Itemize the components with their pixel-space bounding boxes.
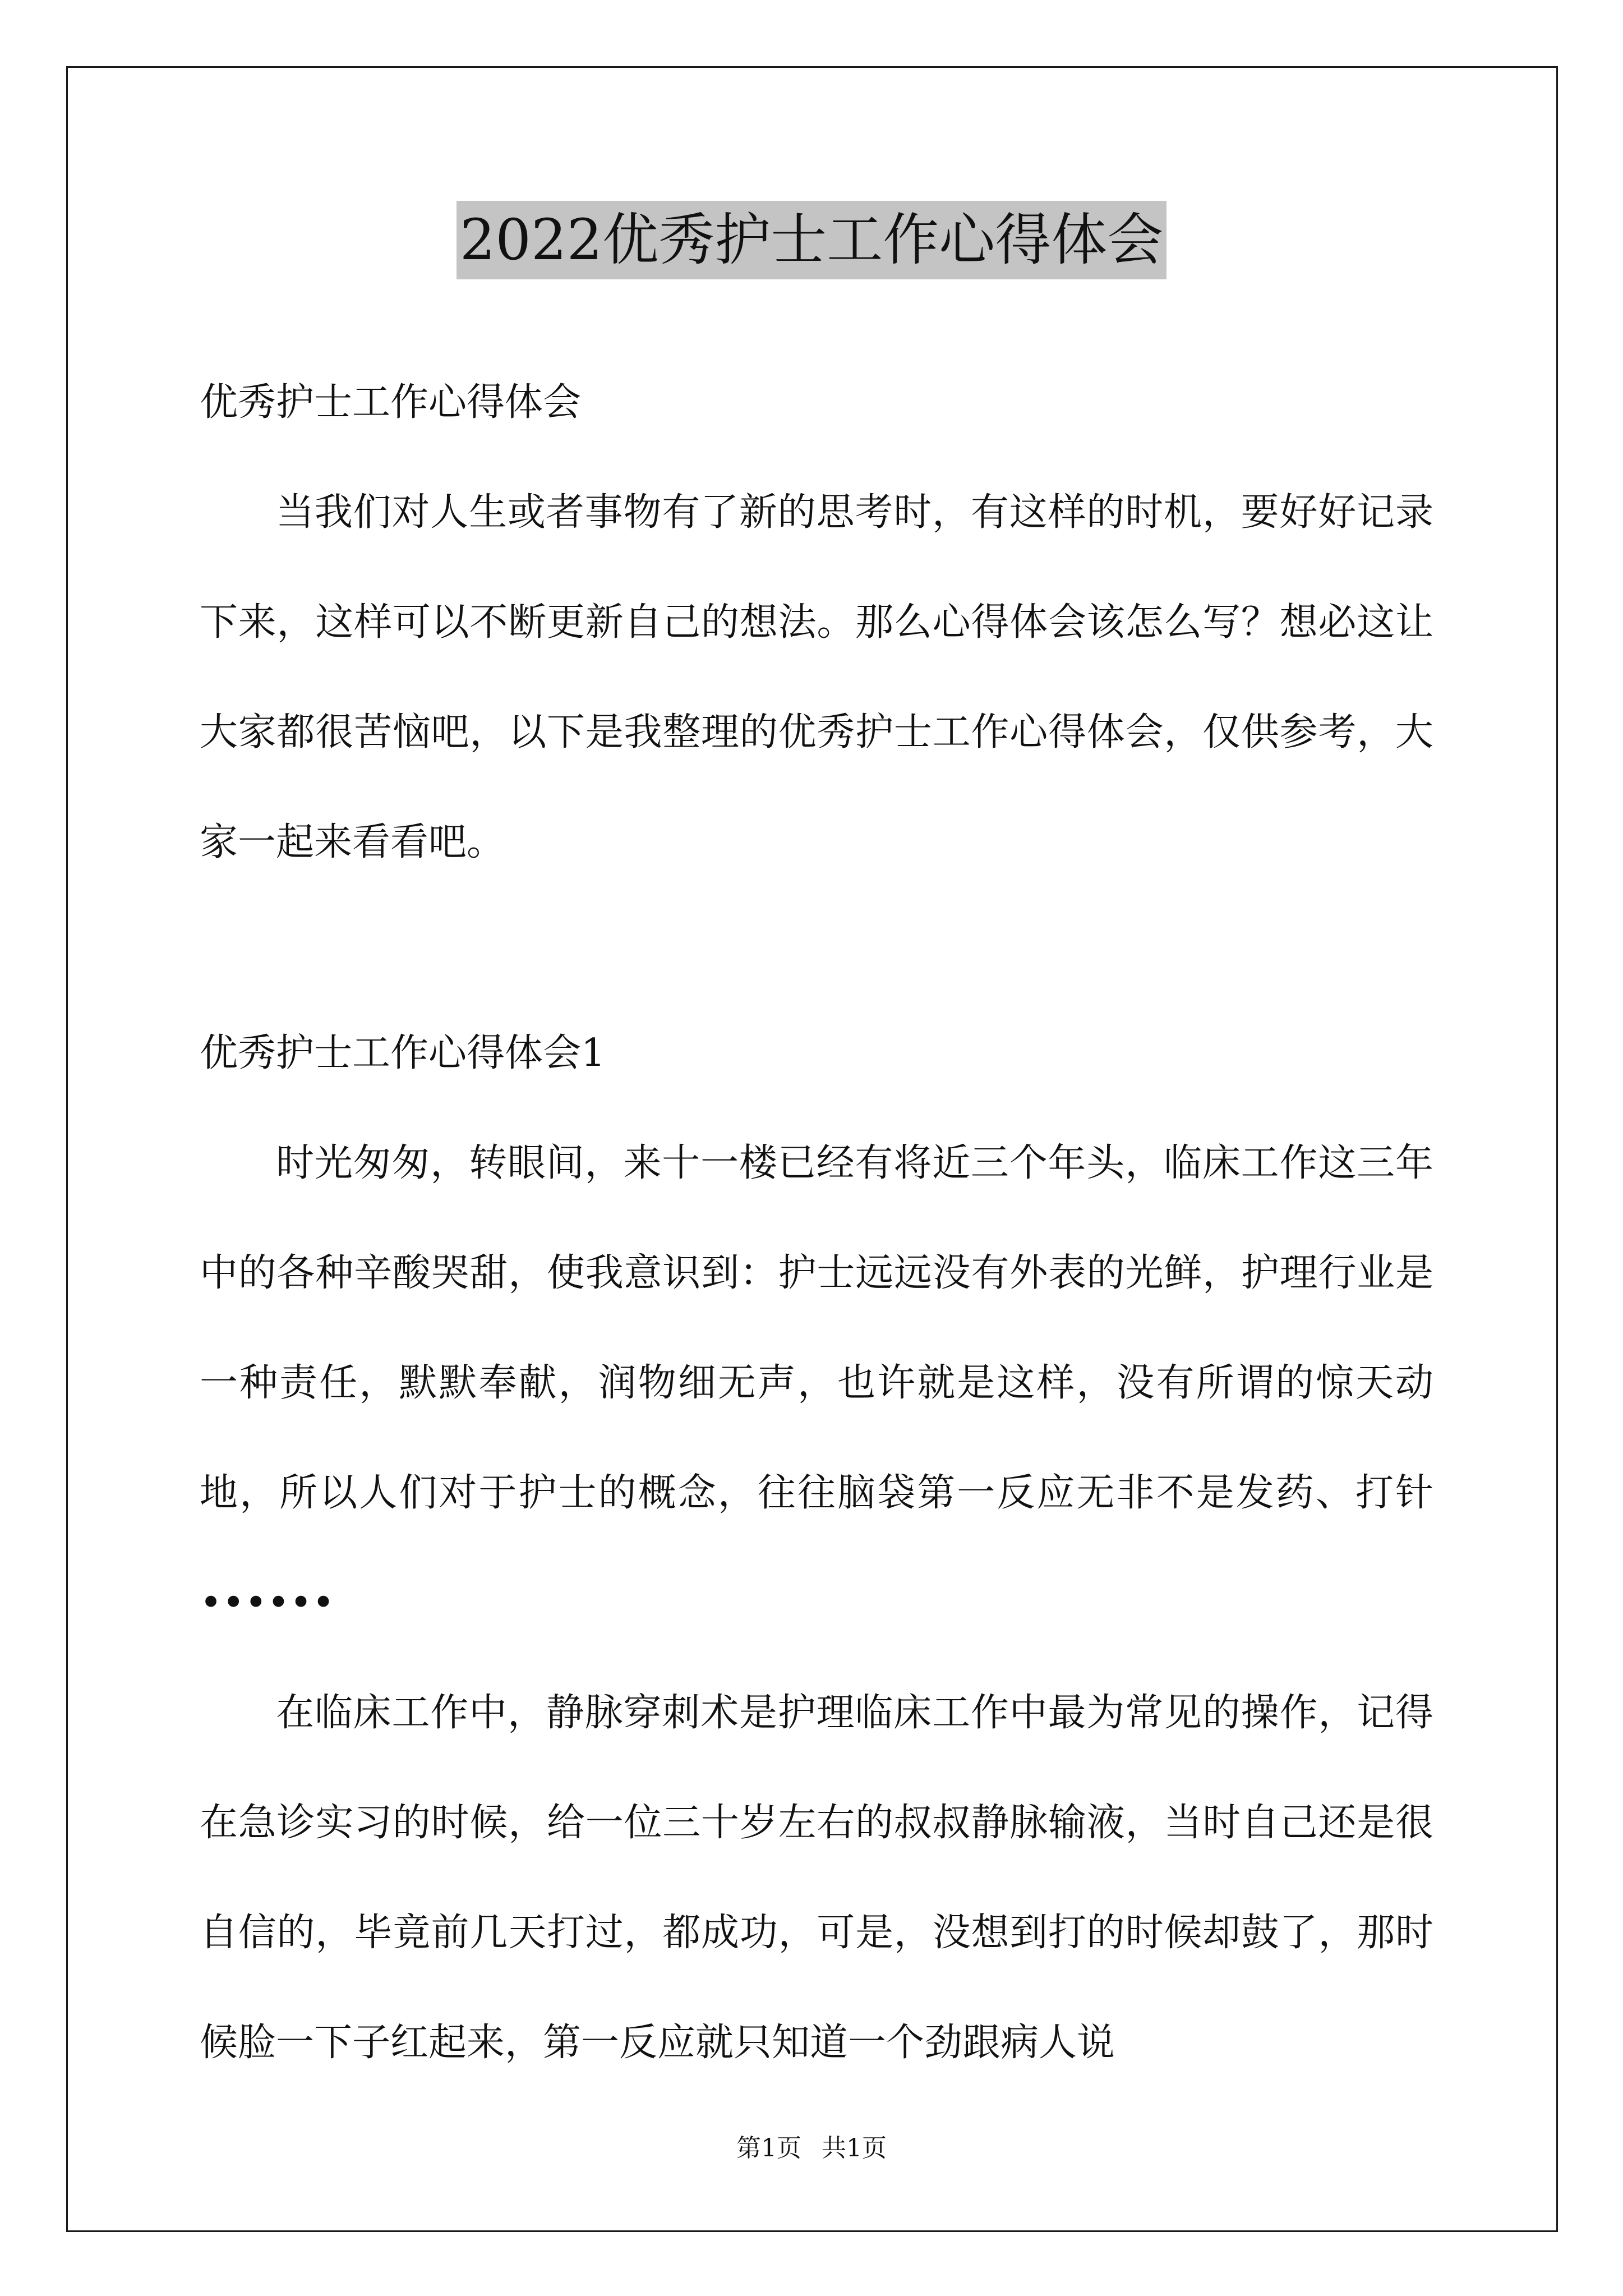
document-body	[200, 348, 1433, 2098]
section-heading: 优秀护士工作心得体会1	[200, 1031, 606, 1075]
page-number: 第1页	[736, 2134, 801, 2162]
document-title: 2022优秀护士工作心得体会	[457, 201, 1167, 279]
intro-paragraph: 当我们对人生或者事物有了新的思考时，有这样的时机，要好好记录下来，这样可以不断更新自己的想法。那么心得体会该怎么写？想必这让大家都很苦恼吧，以下是我整理的优秀护士工作心得体会，仅供参考，大家一起来看看吧。	[200, 490, 1433, 864]
document-subtitle: 优秀护士工作心得体会	[200, 380, 582, 425]
page-footer	[0, 2132, 1623, 2165]
body-paragraph-1: 时光匆匆，转眼间，来十一楼已经有将近三个年头，临床工作这三年中的各种辛酸哭甜，使我意识到：护士远远没有外表的光鲜，护理行业是一种责任，默默奉献，润物细无声，也许就是这样，没有所谓的惊天动地，所以人们对于护士的概念，往往脑袋第一反应无非不是发药、打针••••••	[200, 1141, 1433, 1625]
title-container	[0, 201, 1623, 279]
page-total: 共1页	[822, 2134, 887, 2162]
body-paragraph-2: 在临床工作中，静脉穿刺术是护理临床工作中最为常见的操作，记得在急诊实习的时候，给一位三十岁左右的叔叔静脉输液，当时自己还是很自信的，毕竟前几天打过，都成功，可是，没想到打的时候却鼓了，那时候脸一下子红起来，第一反应就只知道一个劲跟病人说	[200, 1691, 1433, 2065]
section-spacer	[200, 898, 1433, 999]
